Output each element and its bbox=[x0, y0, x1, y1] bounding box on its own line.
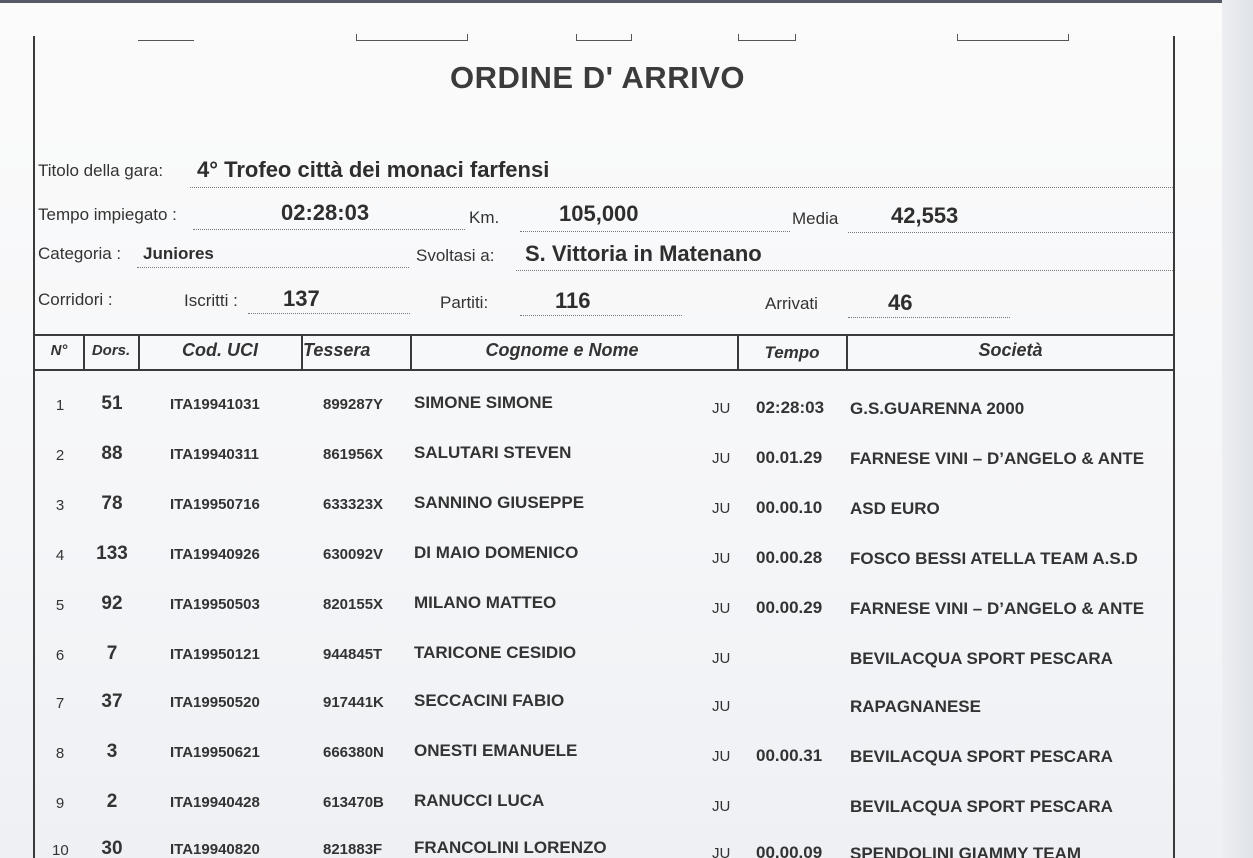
arrivati-label: Arrivati bbox=[765, 294, 818, 313]
titolo-value: 4° Trofeo città dei monaci farfensi bbox=[197, 157, 550, 182]
cell-n: 8 bbox=[55, 745, 65, 762]
cell-dors: 88 bbox=[101, 443, 123, 464]
cell-cat: JU bbox=[712, 550, 731, 567]
cell-societa: ASD EURO bbox=[850, 499, 940, 518]
cell-tempo: 00.01.29 bbox=[756, 448, 823, 467]
cell-tessera: 633323X bbox=[323, 496, 384, 513]
dotted-line bbox=[193, 229, 465, 230]
cell-societa: BEVILACQUA SPORT PESCARA bbox=[850, 747, 1113, 766]
cell-uci: ITA19940311 bbox=[170, 446, 259, 463]
cell-dors: 2 bbox=[106, 791, 118, 812]
document-title: ORDINE D' ARRIVO bbox=[450, 60, 745, 95]
cell-cat: JU bbox=[712, 748, 731, 765]
cell-dors: 51 bbox=[101, 393, 123, 414]
cell-tessera: 944845T bbox=[323, 646, 383, 663]
partiti-value: 116 bbox=[555, 288, 591, 313]
cell-uci: ITA19950121 bbox=[170, 646, 260, 663]
table-row bbox=[0, 741, 1175, 781]
cell-cat: JU bbox=[712, 500, 731, 517]
cell-dors: 7 bbox=[106, 643, 118, 664]
cell-nome: SIMONE SIMONE bbox=[414, 393, 553, 412]
cell-dors: 133 bbox=[96, 543, 128, 564]
cell-societa: BEVILACQUA SPORT PESCARA bbox=[850, 649, 1113, 668]
col-header-tessera: Tessera bbox=[303, 340, 371, 360]
cell-tessera: 861956X bbox=[323, 446, 384, 463]
cell-nome: SALUTARI STEVEN bbox=[414, 443, 572, 462]
cell-uci: ITA19950621 bbox=[170, 744, 260, 761]
table-row bbox=[0, 643, 1175, 683]
col-header-societa: Società bbox=[978, 340, 1043, 360]
cell-societa: RAPAGNANESE bbox=[850, 697, 981, 716]
dotted-line bbox=[520, 315, 682, 316]
cell-tempo: 00.00.28 bbox=[756, 548, 823, 567]
dotted-line bbox=[848, 232, 1173, 233]
cell-cat: JU bbox=[712, 650, 731, 667]
cell-n: 5 bbox=[55, 597, 65, 614]
cell-tempo: 00.00.31 bbox=[756, 746, 823, 765]
dotted-line bbox=[190, 187, 1173, 188]
dotted-line bbox=[248, 313, 410, 314]
form-tick bbox=[356, 34, 468, 41]
cell-tempo: 02:28:03 bbox=[756, 398, 825, 417]
col-header-tempo: Tempo bbox=[764, 343, 820, 362]
titolo-label: Titolo della gara: bbox=[38, 161, 164, 180]
form-tick bbox=[138, 34, 194, 41]
media-value: 42,553 bbox=[891, 203, 959, 228]
dotted-line bbox=[137, 267, 409, 268]
cell-societa: SPENDOLINI GIAMMY TEAM bbox=[850, 844, 1082, 858]
cell-cat: JU bbox=[712, 400, 731, 417]
scan-top-edge bbox=[0, 0, 1253, 3]
table-row bbox=[0, 691, 1175, 731]
tempo-value: 02:28:03 bbox=[281, 200, 370, 225]
cell-societa: FARNESE VINI – D’ANGELO & ANTE bbox=[850, 599, 1145, 618]
cell-uci: ITA19941031 bbox=[170, 396, 260, 413]
cell-nome: RANUCCI LUCA bbox=[414, 791, 545, 810]
dotted-line bbox=[520, 231, 790, 232]
media-label: Media bbox=[792, 209, 839, 228]
cell-uci: ITA19940428 bbox=[170, 794, 260, 811]
categoria-value: Juniores bbox=[143, 244, 214, 263]
cell-cat: JU bbox=[712, 698, 731, 715]
tempo-label: Tempo impiegato : bbox=[38, 205, 177, 224]
corridori-label: Corridori : bbox=[38, 290, 113, 309]
cell-tessera: 613470B bbox=[323, 794, 384, 811]
cell-societa: BEVILACQUA SPORT PESCARA bbox=[850, 797, 1113, 816]
cell-n: 4 bbox=[55, 547, 65, 564]
cell-n: 1 bbox=[55, 397, 65, 414]
cell-societa: FOSCO BESSI ATELLA TEAM A.S.D bbox=[850, 549, 1138, 568]
cell-tempo: 00.00.09 bbox=[756, 843, 823, 858]
cell-cat: JU bbox=[712, 845, 731, 858]
col-header-uci: Cod. UCI bbox=[182, 340, 258, 360]
cell-uci: ITA19940926 bbox=[170, 546, 260, 563]
cell-nome: FRANCOLINI LORENZO bbox=[414, 838, 607, 857]
cell-uci: ITA19950503 bbox=[170, 596, 260, 613]
table-row bbox=[0, 838, 1175, 858]
iscritti-label: Iscritti : bbox=[184, 291, 238, 310]
table-row bbox=[0, 493, 1175, 533]
table-row bbox=[0, 593, 1175, 633]
cell-n: 6 bbox=[55, 647, 65, 664]
col-header-n: N° bbox=[50, 342, 68, 359]
cell-tempo: 00.00.29 bbox=[756, 598, 823, 617]
form-tick bbox=[738, 34, 796, 41]
cell-dors: 78 bbox=[101, 493, 123, 514]
form-tick bbox=[957, 34, 1069, 41]
table-header-top-rule bbox=[34, 334, 1174, 336]
km-value: 105,000 bbox=[559, 201, 639, 226]
table-header-bottom-rule bbox=[34, 369, 1174, 371]
cell-tessera: 899287Y bbox=[323, 396, 384, 413]
cell-dors: 3 bbox=[106, 741, 118, 762]
cell-cat: JU bbox=[712, 600, 731, 617]
cell-n: 3 bbox=[55, 497, 65, 514]
cell-nome: MILANO MATTEO bbox=[414, 593, 557, 612]
partiti-label: Partiti: bbox=[440, 293, 489, 312]
cell-dors: 92 bbox=[101, 593, 123, 614]
cell-societa: G.S.GUARENNA 2000 bbox=[850, 399, 1025, 418]
cell-tessera: 821883F bbox=[323, 841, 383, 858]
categoria-label: Categoria : bbox=[38, 244, 122, 263]
cell-nome: TARICONE CESIDIO bbox=[414, 643, 577, 662]
cell-uci: ITA19950716 bbox=[170, 496, 260, 513]
table-row bbox=[0, 443, 1175, 483]
cell-nome: ONESTI EMANUELE bbox=[414, 741, 578, 760]
cell-n: 2 bbox=[55, 447, 65, 464]
cell-cat: JU bbox=[712, 450, 731, 467]
arrivati-value: 46 bbox=[888, 290, 913, 315]
km-label: Km. bbox=[469, 208, 500, 227]
cell-dors: 30 bbox=[101, 838, 123, 858]
cell-nome: SECCACINI FABIO bbox=[414, 691, 565, 710]
form-tick bbox=[576, 34, 632, 41]
cell-dors: 37 bbox=[101, 691, 123, 712]
cell-cat: JU bbox=[712, 798, 731, 815]
table-row bbox=[0, 543, 1175, 583]
cell-tessera: 666380N bbox=[323, 744, 384, 761]
col-header-dors: Dors. bbox=[91, 342, 131, 359]
svoltasi-label: Svoltasi a: bbox=[416, 246, 495, 265]
cell-societa: FARNESE VINI – D’ANGELO & ANTE bbox=[850, 449, 1145, 468]
cell-tempo: 00.00.10 bbox=[756, 498, 823, 517]
cell-tessera: 630092V bbox=[323, 546, 384, 563]
cell-n: 10 bbox=[52, 842, 69, 858]
cell-n: 9 bbox=[55, 795, 65, 812]
col-header-nome: Cognome e Nome bbox=[485, 340, 639, 360]
cell-nome: DI MAIO DOMENICO bbox=[414, 543, 579, 562]
cell-tessera: 917441K bbox=[323, 694, 384, 711]
table-row bbox=[0, 393, 1175, 433]
dotted-line bbox=[848, 317, 1010, 318]
iscritti-value: 137 bbox=[283, 286, 320, 311]
svoltasi-value: S. Vittoria in Matenano bbox=[525, 241, 762, 266]
cell-n: 7 bbox=[55, 695, 65, 712]
scan-right-margin bbox=[1222, 0, 1253, 858]
cell-nome: SANNINO GIUSEPPE bbox=[414, 493, 585, 512]
table-row bbox=[0, 791, 1175, 831]
dotted-line bbox=[516, 270, 1173, 271]
cell-tessera: 820155X bbox=[323, 596, 384, 613]
cell-uci: ITA19940820 bbox=[170, 841, 260, 858]
cell-uci: ITA19950520 bbox=[170, 694, 260, 711]
